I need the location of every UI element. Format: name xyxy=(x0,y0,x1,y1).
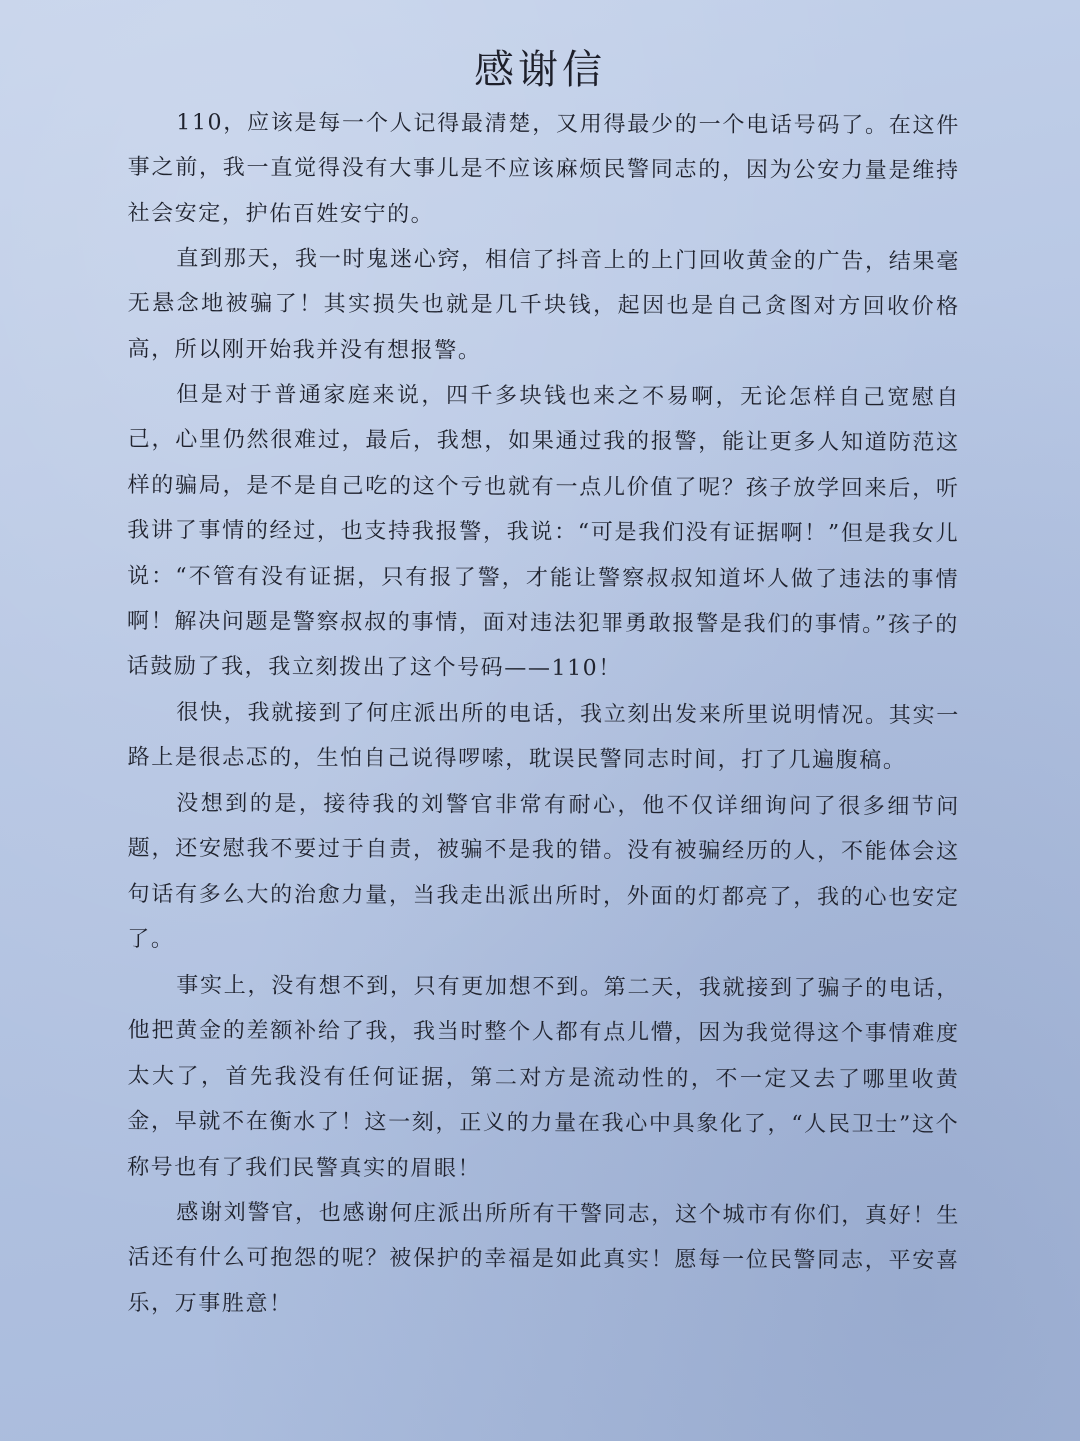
letter-title: 感谢信 xyxy=(474,47,606,93)
paragraph-4: 很快，我就接到了何庄派出所的电话，我立刻出发来所里说明情况。其实一路上是很忐忑的，生怕自己说得啰嗦，耽误民警同志时间，打了几遍腹稿。 xyxy=(127,700,960,775)
paragraph-3: 但是对于普通家庭来说，四千多块钱也来之不易啊，无论怎样自己宽慰自己，心里仍然很难过，最后，我想，如果通过我的报警，能让更多人知道防范这样的骗局，是不是自己吃的这个亏也就有一点儿价值了呢？孩子放学回来后，听我讲了事情的经过，也支持我报警，我说：“可是我们没有证据啊！”但是我女儿说：“不管有没有证据，只有报了警，才能让警察叔叔知道坏人做了违法的事情啊！解决问题是警察叔叔的事情，面对违法犯罪勇敢报警是我们的事情。”孩子的话鼓励了我，我立刻拨出了这个号码——110！ xyxy=(126,382,960,683)
paragraph-2: 直到那天，我一时鬼迷心窍，相信了抖音上的上门回收黄金的广告，结果毫无悬念地被骗了！其实损失也就是几千块钱，起因也是自己贪图对方回收价格高，所以刚开始我并没有想报警。 xyxy=(127,246,960,364)
paragraph-6: 事实上，没有想不到，只有更加想不到。第二天，我就接到了骗子的电话，他把黄金的差额补给了我，我当时整个人都有点儿懵，因为我觉得这个事情难度太大了，首先我没有任何证据，第二对方是流动性的，不一定又去了哪里收黄金，早就不在衡水了！这一刻，正义的力量在我心中具象化了，“人民卫士”这个称号也有了我们民警真实的眉眼！ xyxy=(127,972,960,1181)
paragraph-7: 感谢刘警官，也感谢何庄派出所所有干警同志，这个城市有你们，真好！生活还有什么可抱怨的呢？被保护的幸福是如此真实！愿每一位民警同志，平安喜乐，万事胜意！ xyxy=(127,1199,960,1317)
letter-body xyxy=(128,100,960,1326)
paragraph-5: 没想到的是，接待我的刘警官非常有耐心，他不仅详细询问了很多细节问题，还安慰我不要过于自责，被骗不是我的错。没有被骗经历的人，不能体会这句话有多么大的治愈力量，当我走出派出所时，外面的灯都亮了，我的心也安定了。 xyxy=(127,791,960,953)
paragraph-1: 110，应该是每一个人记得最清楚，又用得最少的一个电话号码了。在这件事之前，我一直觉得没有大事儿是不应该麻烦民警同志的，因为公安力量是维持社会安定，护佑百姓安宁的。 xyxy=(127,110,960,228)
